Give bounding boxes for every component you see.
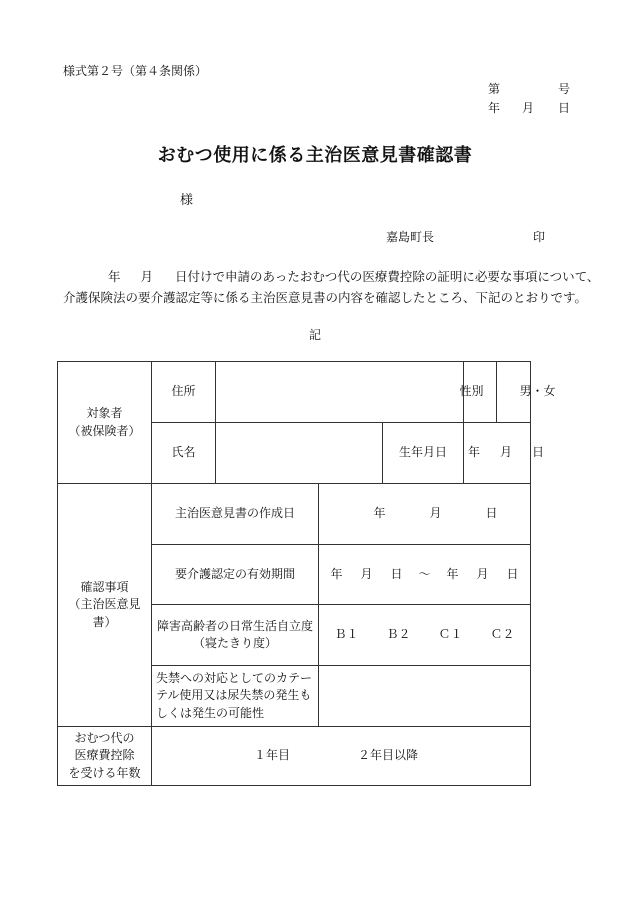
- validity-to-day: 日: [506, 566, 519, 581]
- name-field[interactable]: [216, 423, 383, 484]
- independence-level-field[interactable]: [319, 605, 531, 666]
- years-label-line-3: を受ける年数: [68, 765, 141, 780]
- validity-label: 要介護認定の有効期間: [152, 545, 319, 605]
- confirmation-table: [57, 361, 556, 786]
- level-c1[interactable]: Ｃ１: [438, 627, 463, 642]
- sex-label: 性別: [447, 362, 497, 422]
- validity-to-year: 年: [446, 566, 459, 581]
- name-label: 氏名: [152, 423, 216, 484]
- sex-options[interactable]: 男・女: [519, 384, 556, 399]
- address-field[interactable]: [216, 362, 464, 423]
- opinion-day: 日: [485, 506, 498, 521]
- ki-heading: 記: [308, 328, 321, 342]
- opinion-date-label: 主治医意見書の作成日: [152, 484, 319, 545]
- birthdate-label: 生年月日: [383, 423, 464, 484]
- issue-date-month: 月: [522, 101, 535, 115]
- level-c2[interactable]: Ｃ２: [490, 627, 515, 642]
- independence-sublabel: （寝たきり度）: [192, 636, 277, 650]
- subject-label: 対象者: [86, 406, 123, 421]
- validity-from-month: 月: [360, 566, 373, 581]
- issue-date-year: 年: [488, 101, 501, 115]
- subject-label-cell: [58, 362, 152, 484]
- validity-to-month: 月: [476, 566, 489, 581]
- validity-from-day: 日: [390, 566, 403, 581]
- confirm-label: 確認事項: [80, 579, 129, 594]
- years-label-line-1: おむつ代の: [74, 730, 135, 745]
- document-title: おむつ使用に係る主治医意見書確認書: [157, 145, 473, 166]
- document-number-suffix: 号: [558, 82, 571, 96]
- independence-label-cell: [152, 605, 319, 666]
- opinion-month: 月: [429, 506, 442, 521]
- sex-cell: [459, 362, 556, 423]
- validity-from-year: 年: [330, 566, 343, 581]
- level-b1[interactable]: Ｂ１: [334, 627, 359, 642]
- confirm-sublabel: （主治医意見書）: [68, 597, 141, 629]
- seal-mark: 印: [533, 230, 546, 244]
- validity-separator: ～: [418, 566, 431, 581]
- level-b2[interactable]: Ｂ２: [386, 627, 411, 642]
- validity-period-field[interactable]: [319, 545, 531, 605]
- catheter-label: 失禁への対応としてのカテーテル使用又は尿失禁の発生もしくは発生の可能性: [152, 666, 319, 727]
- addressee-honorific: 様: [180, 193, 194, 208]
- opinion-date-field[interactable]: [319, 484, 531, 545]
- body-text-line-2: 介護保険法の要介護認定等に係る主治医意見書の内容を確認したところ、下記のとおりです。: [63, 290, 588, 305]
- catheter-field[interactable]: [319, 666, 531, 727]
- subject-sublabel: （被保険者）: [68, 423, 141, 438]
- birthdate-field[interactable]: [464, 423, 545, 484]
- opinion-year: 年: [373, 506, 386, 521]
- body-year: 年: [108, 269, 121, 284]
- independence-label: 障害高齢者の日常生活自立度: [156, 618, 313, 633]
- birth-month: 月: [500, 445, 513, 460]
- body-line1-text: 日付けで申請のあったおむつ代の医療費控除の証明に必要な事項について、: [175, 269, 600, 284]
- years-field[interactable]: [152, 727, 531, 786]
- body-month: 月: [140, 269, 154, 284]
- years-label-line-2: 医療費控除: [74, 748, 135, 763]
- year-second-plus-option[interactable]: ２年目以降: [358, 748, 419, 763]
- birth-year: 年: [468, 445, 481, 460]
- form-code: 様式第２号（第４条関係）: [63, 64, 208, 78]
- confirm-label-cell: [58, 484, 152, 727]
- issuer-name: 嘉島町長: [386, 230, 435, 244]
- year-first-option[interactable]: １年目: [254, 748, 291, 763]
- birth-day: 日: [532, 445, 545, 460]
- address-label: 住所: [152, 362, 216, 423]
- document-number-label: 第: [488, 82, 501, 96]
- issue-date-day: 日: [558, 101, 571, 115]
- years-label-cell: [58, 727, 152, 786]
- body-text-line-1: [108, 267, 599, 285]
